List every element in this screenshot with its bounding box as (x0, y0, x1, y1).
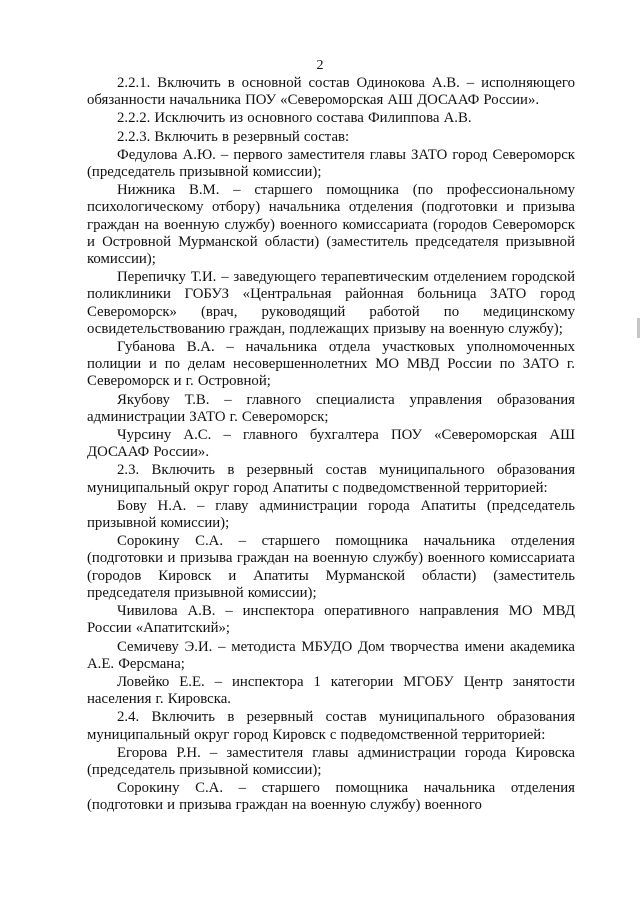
paragraph-2-3: 2.3. Включить в резервный состав муниципального образования муниципальный округ город Апатиты с подведомственной территорией: (87, 462, 575, 496)
list-item: Якубову Т.В. – главного специалиста управления образования администрации ЗАТО г. Североморск; (87, 391, 575, 425)
list-item: Семичеву Э.И. – методиста МБУДО Дом творчества имени академика А.Е. Ферсмана; (87, 638, 575, 672)
list-item: Сорокину С.А. – старшего помощника начальника отделения (подготовки и призыва граждан на военную службу) военного (87, 780, 575, 814)
list-item: Перепичку Т.И. – заведующего терапевтическим отделением городской поликлиники ГОБУЗ «Центральная районная больница ЗАТО город Североморск» (врач, руководящий работой по медицинскому освидетельствованию граждан, подлежащих призыву на военную службу); (87, 269, 575, 337)
paragraph-2-4: 2.4. Включить в резервный состав муниципального образования муниципальный округ город Кировск с подведомственной территорией: (87, 709, 575, 743)
list-item: Егорова Р.Н. – заместителя главы администрации города Кировска (председатель призывной комиссии); (87, 744, 575, 778)
list-item: Ловейко Е.Е. – инспектора 1 категории МГОБУ Центр занятости населения г. Кировска. (87, 673, 575, 708)
list-item: Чурсину А.С. – главного бухгалтера ПОУ «Североморская АШ ДОСААФ России». (87, 427, 575, 461)
list-item: Федулова А.Ю. – первого заместителя главы ЗАТО город Североморск (председатель призывной комиссии); (87, 146, 575, 181)
list-item: Губанова В.А. – начальника отдела участковых уполномоченных полиции и по делам несовершеннолетних МО МВД России по ЗАТО г. Североморск и г. Островной; (87, 339, 575, 390)
list-item: Чивилова А.В. – инспектора оперативного направления МО МВД России «Апатитский»; (87, 603, 575, 637)
list-item: Сорокину С.А. – старшего помощника начальника отделения (подготовки и призыва граждан на военную службу) военного комиссариата (городов Кировск и Апатиты Мурманской области) (заместитель председателя призывной комиссии); (87, 533, 575, 601)
paragraph-2-2-1: 2.2.1. Включить в основной состав Одинокова А.В. – исполняющего обязанности начальника ПОУ «Североморская АШ ДОСААФ России». (87, 75, 575, 109)
paragraph-2-2-3: 2.2.3. Включить в резервный состав: (117, 128, 350, 145)
list-item: Бову Н.А. – главу администрации города Апатиты (председатель призывной комиссии); (87, 497, 575, 532)
page-number: 2 (316, 58, 324, 73)
document-body (87, 75, 575, 815)
paragraph-2-2-2: 2.2.2. Исключить из основного состава Филиппова А.В. (117, 110, 472, 127)
list-item: Нижника В.М. – старшего помощника (по профессиональному психологическому отбору) начальника отделения (подготовки и призыва граждан на военную службу) военного комиссариата (городов Североморск и Островной Мурманской области) (заместитель председателя призывной комиссии); (87, 182, 575, 268)
